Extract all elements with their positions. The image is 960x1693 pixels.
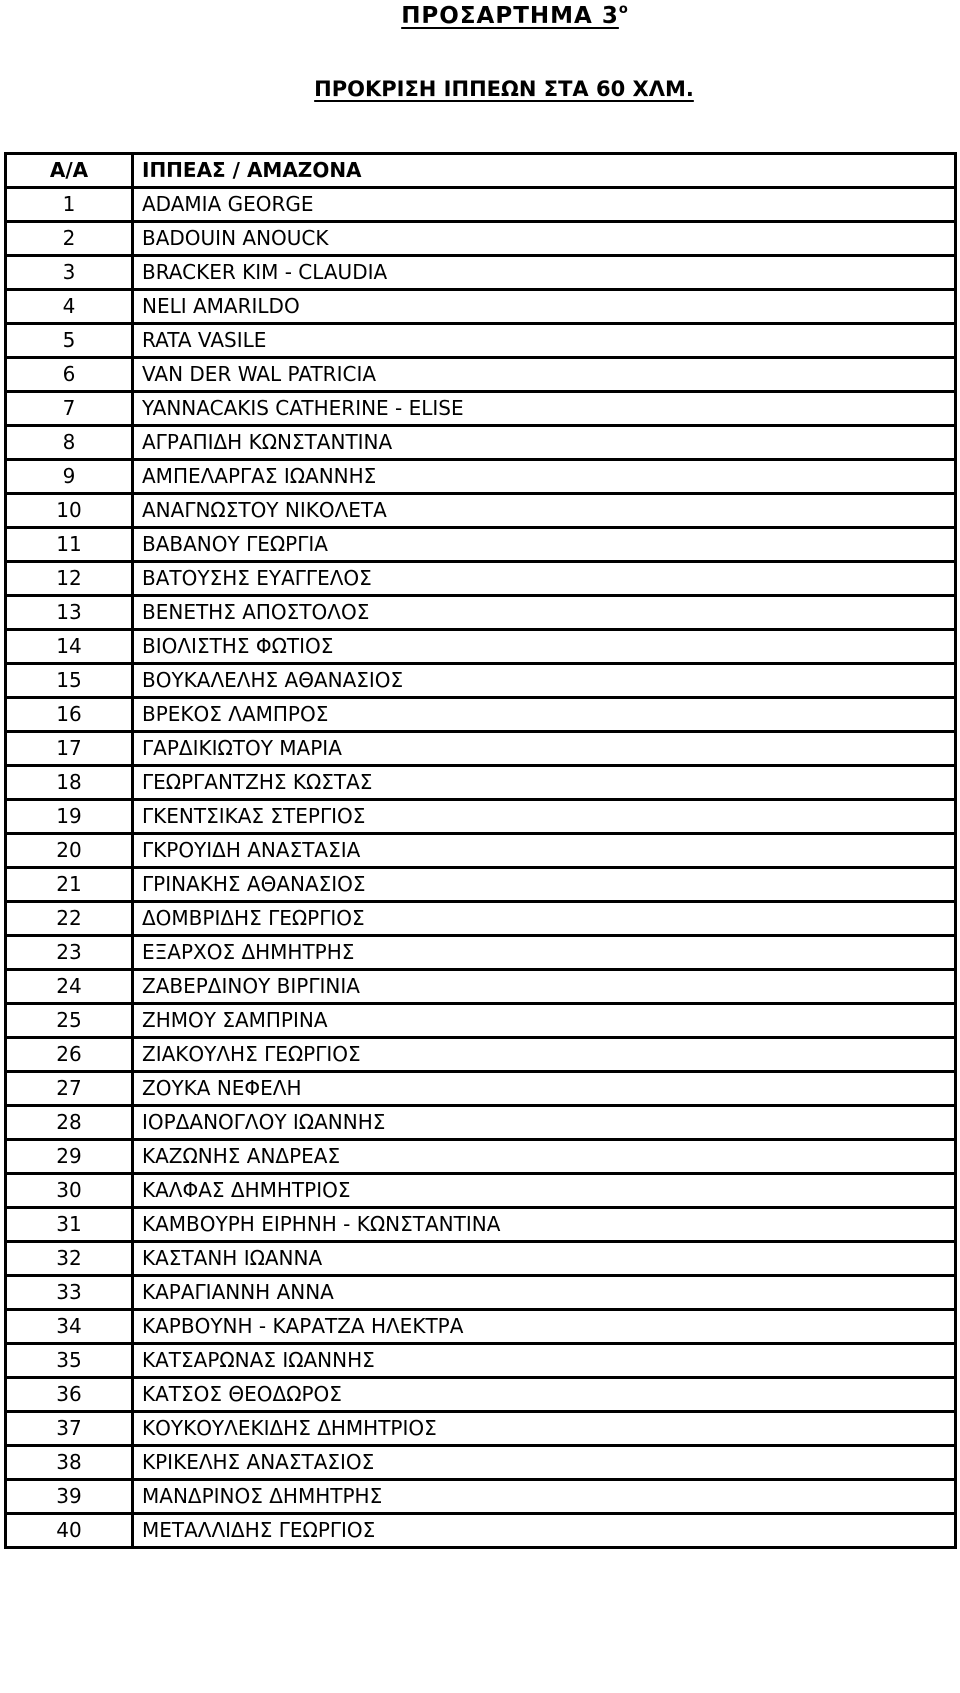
- table-row: [6, 1514, 956, 1548]
- header-name: ΙΠΠΕΑΣ / ΑΜΑΖΟΝΑ: [133, 154, 956, 188]
- table-row: [6, 426, 956, 460]
- row-rider-name: ΒΡΕΚΟΣ ΛΑΜΠΡΟΣ: [133, 698, 956, 732]
- row-rider-name: ΖΟΥΚΑ ΝΕΦΕΛΗ: [133, 1072, 956, 1106]
- row-rider-name: ΑΝΑΓΝΩΣΤΟΥ ΝΙΚΟΛΕΤΑ: [133, 494, 956, 528]
- row-rider-name: ΖΗΜΟΥ ΣΑΜΠΡΙΝΑ: [133, 1004, 956, 1038]
- table-row: [6, 698, 956, 732]
- document-title-superscript: ο: [618, 2, 629, 17]
- row-rider-name: ΜΑΝΔΡΙΝΟΣ ΔΗΜΗΤΡΗΣ: [133, 1480, 956, 1514]
- row-rider-name: ΓΡΙΝΑΚΗΣ ΑΘΑΝΑΣΙΟΣ: [133, 868, 956, 902]
- row-number: 28: [6, 1106, 133, 1140]
- table-row: [6, 1004, 956, 1038]
- row-number: 12: [6, 562, 133, 596]
- row-rider-name: ΖΑΒΕΡΔΙΝΟΥ ΒΙΡΓΙΝΙΑ: [133, 970, 956, 1004]
- row-number: 24: [6, 970, 133, 1004]
- row-rider-name: VAN DER WAL PATRICIA: [133, 358, 956, 392]
- table-row: [6, 562, 956, 596]
- row-rider-name: ΕΞΑΡΧΟΣ ΔΗΜΗΤΡΗΣ: [133, 936, 956, 970]
- table-row: [6, 358, 956, 392]
- table-row: [6, 256, 956, 290]
- row-number: 10: [6, 494, 133, 528]
- table-row: [6, 868, 956, 902]
- table-row: [6, 188, 956, 222]
- table-row: [6, 392, 956, 426]
- row-rider-name: ΑΓΡΑΠΙΔΗ ΚΩΝΣΤΑΝΤΙΝΑ: [133, 426, 956, 460]
- row-number: 6: [6, 358, 133, 392]
- row-number: 39: [6, 1480, 133, 1514]
- row-number: 21: [6, 868, 133, 902]
- table-row: [6, 1140, 956, 1174]
- row-number: 37: [6, 1412, 133, 1446]
- row-rider-name: ΚΑΡΒΟΥΝΗ - ΚΑΡΑΤΖΑ ΗΛΕΚΤΡΑ: [133, 1310, 956, 1344]
- table-row: [6, 936, 956, 970]
- row-rider-name: ΒΙΟΛΙΣΤΗΣ ΦΩΤΙΟΣ: [133, 630, 956, 664]
- row-number: 15: [6, 664, 133, 698]
- row-number: 40: [6, 1514, 133, 1548]
- row-number: 17: [6, 732, 133, 766]
- row-number: 5: [6, 324, 133, 358]
- row-rider-name: ΖΙΑΚΟΥΛΗΣ ΓΕΩΡΓΙΟΣ: [133, 1038, 956, 1072]
- table-row: [6, 528, 956, 562]
- row-number: 38: [6, 1446, 133, 1480]
- row-rider-name: ΒΑΤΟΥΣΗΣ ΕΥΑΓΓΕΛΟΣ: [133, 562, 956, 596]
- row-rider-name: ΔΟΜΒΡΙΔΗΣ ΓΕΩΡΓΙΟΣ: [133, 902, 956, 936]
- row-number: 26: [6, 1038, 133, 1072]
- row-rider-name: YANNACAKIS CATHERINE - ELISE: [133, 392, 956, 426]
- table-row: [6, 1106, 956, 1140]
- table-row: [6, 1344, 956, 1378]
- table-row: [6, 800, 956, 834]
- row-rider-name: ΚΑΖΩΝΗΣ ΑΝΔΡΕΑΣ: [133, 1140, 956, 1174]
- row-number: 14: [6, 630, 133, 664]
- row-rider-name: ΚΑΤΣΟΣ ΘΕΟΔΩΡΟΣ: [133, 1378, 956, 1412]
- table-row: [6, 902, 956, 936]
- header-number: Α/Α: [6, 154, 133, 188]
- table-row: [6, 222, 956, 256]
- table-row: [6, 1174, 956, 1208]
- riders-table: [4, 152, 957, 1549]
- table-row: [6, 460, 956, 494]
- row-rider-name: NELI AMARILDO: [133, 290, 956, 324]
- row-number: 35: [6, 1344, 133, 1378]
- document-subtitle: ΠΡΟΚΡΙΣΗ ΙΠΠΕΩΝ ΣΤΑ 60 ΧΛΜ.: [314, 77, 694, 101]
- row-rider-name: ΚΑΡΑΓΙΑΝΝΗ ΑΝΝΑ: [133, 1276, 956, 1310]
- row-number: 36: [6, 1378, 133, 1412]
- row-number: 2: [6, 222, 133, 256]
- row-rider-name: ΚΑΜΒΟΥΡΗ ΕΙΡΗΝΗ - ΚΩΝΣΤΑΝΤΙΝΑ: [133, 1208, 956, 1242]
- table-row: [6, 970, 956, 1004]
- row-rider-name: ΚΑΣΤΑΝΗ ΙΩΑΝΝΑ: [133, 1242, 956, 1276]
- row-rider-name: ΓΑΡΔΙΚΙΩΤΟΥ ΜΑΡΙΑ: [133, 732, 956, 766]
- row-number: 8: [6, 426, 133, 460]
- row-number: 30: [6, 1174, 133, 1208]
- table-row: [6, 766, 956, 800]
- table-row: [6, 732, 956, 766]
- row-number: 22: [6, 902, 133, 936]
- row-number: 18: [6, 766, 133, 800]
- document-title-text: ΠΡΟΣΑΡΤΗΜΑ 3: [401, 3, 619, 29]
- table-header-row: [6, 154, 956, 188]
- row-number: 9: [6, 460, 133, 494]
- row-number: 3: [6, 256, 133, 290]
- row-number: 7: [6, 392, 133, 426]
- row-rider-name: ΓΚΕΝΤΣΙΚΑΣ ΣΤΕΡΓΙΟΣ: [133, 800, 956, 834]
- document-title: [0, 2, 960, 29]
- table-row: [6, 1310, 956, 1344]
- row-number: 23: [6, 936, 133, 970]
- row-number: 33: [6, 1276, 133, 1310]
- table-row: [6, 1412, 956, 1446]
- row-rider-name: ΙΟΡΔΑΝΟΓΛΟΥ ΙΩΑΝΝΗΣ: [133, 1106, 956, 1140]
- table-row: [6, 630, 956, 664]
- row-rider-name: ΒΕΝΕΤΗΣ ΑΠΟΣΤΟΛΟΣ: [133, 596, 956, 630]
- riders-table-body: [6, 154, 956, 1548]
- row-rider-name: ΚΑΤΣΑΡΩΝΑΣ ΙΩΑΝΝΗΣ: [133, 1344, 956, 1378]
- row-rider-name: ΓΕΩΡΓΑΝΤΖΗΣ ΚΩΣΤΑΣ: [133, 766, 956, 800]
- row-number: 16: [6, 698, 133, 732]
- table-row: [6, 324, 956, 358]
- row-rider-name: ΑΜΠΕΛΑΡΓΑΣ ΙΩΑΝΝΗΣ: [133, 460, 956, 494]
- table-row: [6, 596, 956, 630]
- row-rider-name: ΓΚΡΟΥΙΔΗ ΑΝΑΣΤΑΣΙΑ: [133, 834, 956, 868]
- table-row: [6, 1446, 956, 1480]
- table-row: [6, 1276, 956, 1310]
- row-rider-name: BADOUIN ANOUCK: [133, 222, 956, 256]
- table-row: [6, 1242, 956, 1276]
- row-number: 1: [6, 188, 133, 222]
- row-number: 11: [6, 528, 133, 562]
- row-rider-name: ΒΑΒΑΝΟΥ ΓΕΩΡΓΙΑ: [133, 528, 956, 562]
- row-number: 32: [6, 1242, 133, 1276]
- table-row: [6, 1072, 956, 1106]
- row-number: 25: [6, 1004, 133, 1038]
- row-number: 20: [6, 834, 133, 868]
- row-rider-name: RATA VASILE: [133, 324, 956, 358]
- table-row: [6, 664, 956, 698]
- table-row: [6, 494, 956, 528]
- table-row: [6, 1378, 956, 1412]
- row-number: 34: [6, 1310, 133, 1344]
- row-number: 4: [6, 290, 133, 324]
- row-number: 19: [6, 800, 133, 834]
- row-number: 31: [6, 1208, 133, 1242]
- row-rider-name: ΒΟΥΚΑΛΕΛΗΣ ΑΘΑΝΑΣΙΟΣ: [133, 664, 956, 698]
- row-number: 13: [6, 596, 133, 630]
- row-rider-name: ΚΑΛΦΑΣ ΔΗΜΗΤΡΙΟΣ: [133, 1174, 956, 1208]
- table-row: [6, 834, 956, 868]
- table-row: [6, 1208, 956, 1242]
- row-rider-name: ΚΡΙΚΕΛΗΣ ΑΝΑΣΤΑΣΙΟΣ: [133, 1446, 956, 1480]
- row-rider-name: ΜΕΤΑΛΛΙΔΗΣ ΓΕΩΡΓΙΟΣ: [133, 1514, 956, 1548]
- table-row: [6, 1480, 956, 1514]
- row-rider-name: ΚΟΥΚΟΥΛΕΚΙΔΗΣ ΔΗΜΗΤΡΙΟΣ: [133, 1412, 956, 1446]
- row-number: 27: [6, 1072, 133, 1106]
- table-row: [6, 1038, 956, 1072]
- table-row: [6, 290, 956, 324]
- row-rider-name: BRACKER KIM - CLAUDIA: [133, 256, 956, 290]
- row-rider-name: ADAMIA GEORGE: [133, 188, 956, 222]
- row-number: 29: [6, 1140, 133, 1174]
